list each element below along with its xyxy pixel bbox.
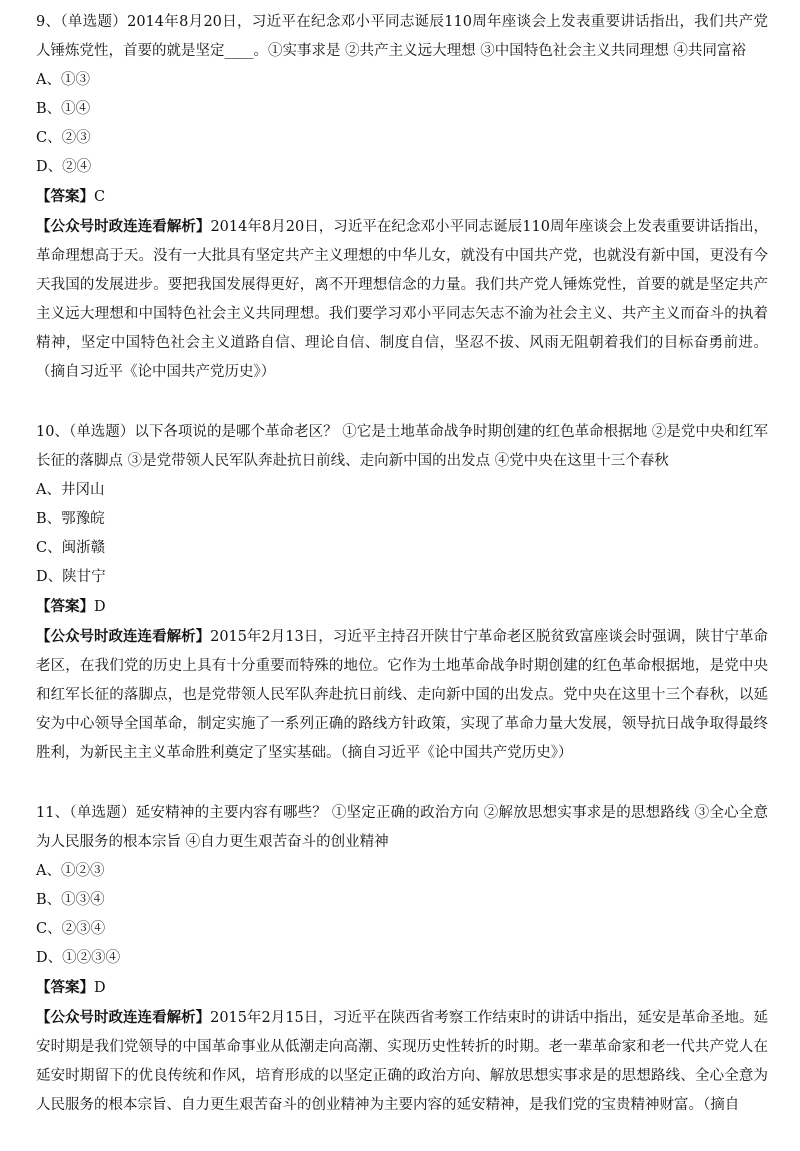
answer-line — [36, 182, 768, 212]
answer-label: 【答案】 — [36, 598, 94, 615]
option-c: C、闽浙赣 — [36, 540, 106, 556]
analysis-text: 2015年2月15日，习近平在陕西省考察工作结束时的讲话中指出，延安是革命圣地。延安时期是我们党领导的中国革命事业从低潮走向高潮、实现历史性转折的时期。老一辈革命家和老一代共产党人在延安时期留下的优良传统和作风，培育形成的以坚定正确的政治方向、解放思想实事求是的思想路线、全心全意为人民服务的根本宗旨、自力更生艰苦奋斗的创业精神为主要内容的延安精神，是我们党的宝贵精神财富。（摘自 — [36, 1010, 769, 1113]
question-11 — [36, 799, 768, 1120]
analysis-text: 2014年8月20日，习近平在纪念邓小平同志诞辰110周年座谈会上发表重要讲话指出，革命理想高于天。没有一大批具有坚定共产主义理想的中华儿女，就没有中国共产党，也就没有新中国，更没有今天我国的发展进步。要把我国发展得更好，离不开理想信念的力量。我们共产党人锤炼党性，首要的就是坚定共产主义远大理想和中国特色社会主义共同理想。我们要学习邓小平同志矢志不渝为社会主义、共产主义而奋斗的执着精神，坚定中国特色社会主义道路自信、理论自信、制度自信，坚忍不拔、风雨无阻朝着我们的目标奋勇前进。（摘自习近平《论中国共产党历史》） — [36, 219, 768, 380]
document-page — [36, 8, 768, 1151]
answer-value: D — [94, 980, 106, 996]
analysis-text: 2015年2月13日，习近平主持召开陕甘宁革命老区脱贫致富座谈会时强调，陕甘宁革命老区，在我们党的历史上具有十分重要而特殊的地位。它作为土地革命战争时期创建的红色革命根据地，是党中央和红军长征的落脚点，也是党带领人民军队奔赴抗日前线、走向新中国的出发点。党中央在这里十三个春秋，以延安为中心领导全国革命，制定实施了一系列正确的路线方针政策，实现了革命力量大发展，领导抗日战争取得最终胜利，为新民主主义革命胜利奠定了坚实基础。（摘自习近平《论中国共产党历史》） — [36, 629, 769, 761]
question-stem: 11、（单选题）延安精神的主要内容有哪些？ ①坚定正确的政治方向 ②解放思想实事求是的思想路线 ③全心全意为人民服务的根本宗旨 ④自力更生艰苦奋斗的创业精神 — [36, 805, 768, 850]
analysis-label: 【公众号时政连连看解析】 — [36, 628, 211, 645]
question-stem: 9、（单选题）2014年8月20日，习近平在纪念邓小平同志诞辰110周年座谈会上发表重要讲话指出，我们共产党人锤炼党性，首要的就是坚定____。①实事求是 ②共产主义远大理想 ③中国特色社会主义共同理想 ④共同富裕 — [36, 14, 768, 59]
answer-label: 【答案】 — [36, 188, 94, 205]
analysis — [36, 212, 768, 387]
option-d: D、①②③④ — [36, 950, 121, 966]
option-a: A、①②③ — [36, 863, 105, 879]
option-d: D、陕甘宁 — [36, 569, 106, 585]
answer-line — [36, 973, 768, 1003]
question-9 — [36, 8, 768, 387]
analysis-label: 【公众号时政连连看解析】 — [36, 1009, 211, 1026]
option-d: D、②④ — [36, 159, 92, 175]
option-a: A、①③ — [36, 72, 90, 88]
answer-value: C — [94, 189, 106, 205]
answer-line — [36, 592, 768, 622]
question-stem: 10、（单选题）以下各项说的是哪个革命老区？ ①它是土地革命战争时期创建的红色革命根据地 ②是党中央和红军长征的落脚点 ③是党带领人民军队奔赴抗日前线、走向新中国的出发点 ④党中央在这里十三个春秋 — [36, 424, 768, 469]
analysis-label: 【公众号时政连连看解析】 — [36, 218, 211, 235]
option-a: A、井冈山 — [36, 482, 105, 498]
question-10 — [36, 418, 768, 768]
analysis — [36, 622, 768, 768]
option-b: B、鄂豫皖 — [36, 511, 105, 527]
option-b: B、①③④ — [36, 892, 105, 908]
answer-label: 【答案】 — [36, 979, 94, 996]
option-c: C、②③④ — [36, 921, 106, 937]
answer-value: D — [94, 599, 106, 615]
option-c: C、②③ — [36, 130, 91, 146]
option-b: B、①④ — [36, 101, 91, 117]
analysis — [36, 1003, 768, 1120]
